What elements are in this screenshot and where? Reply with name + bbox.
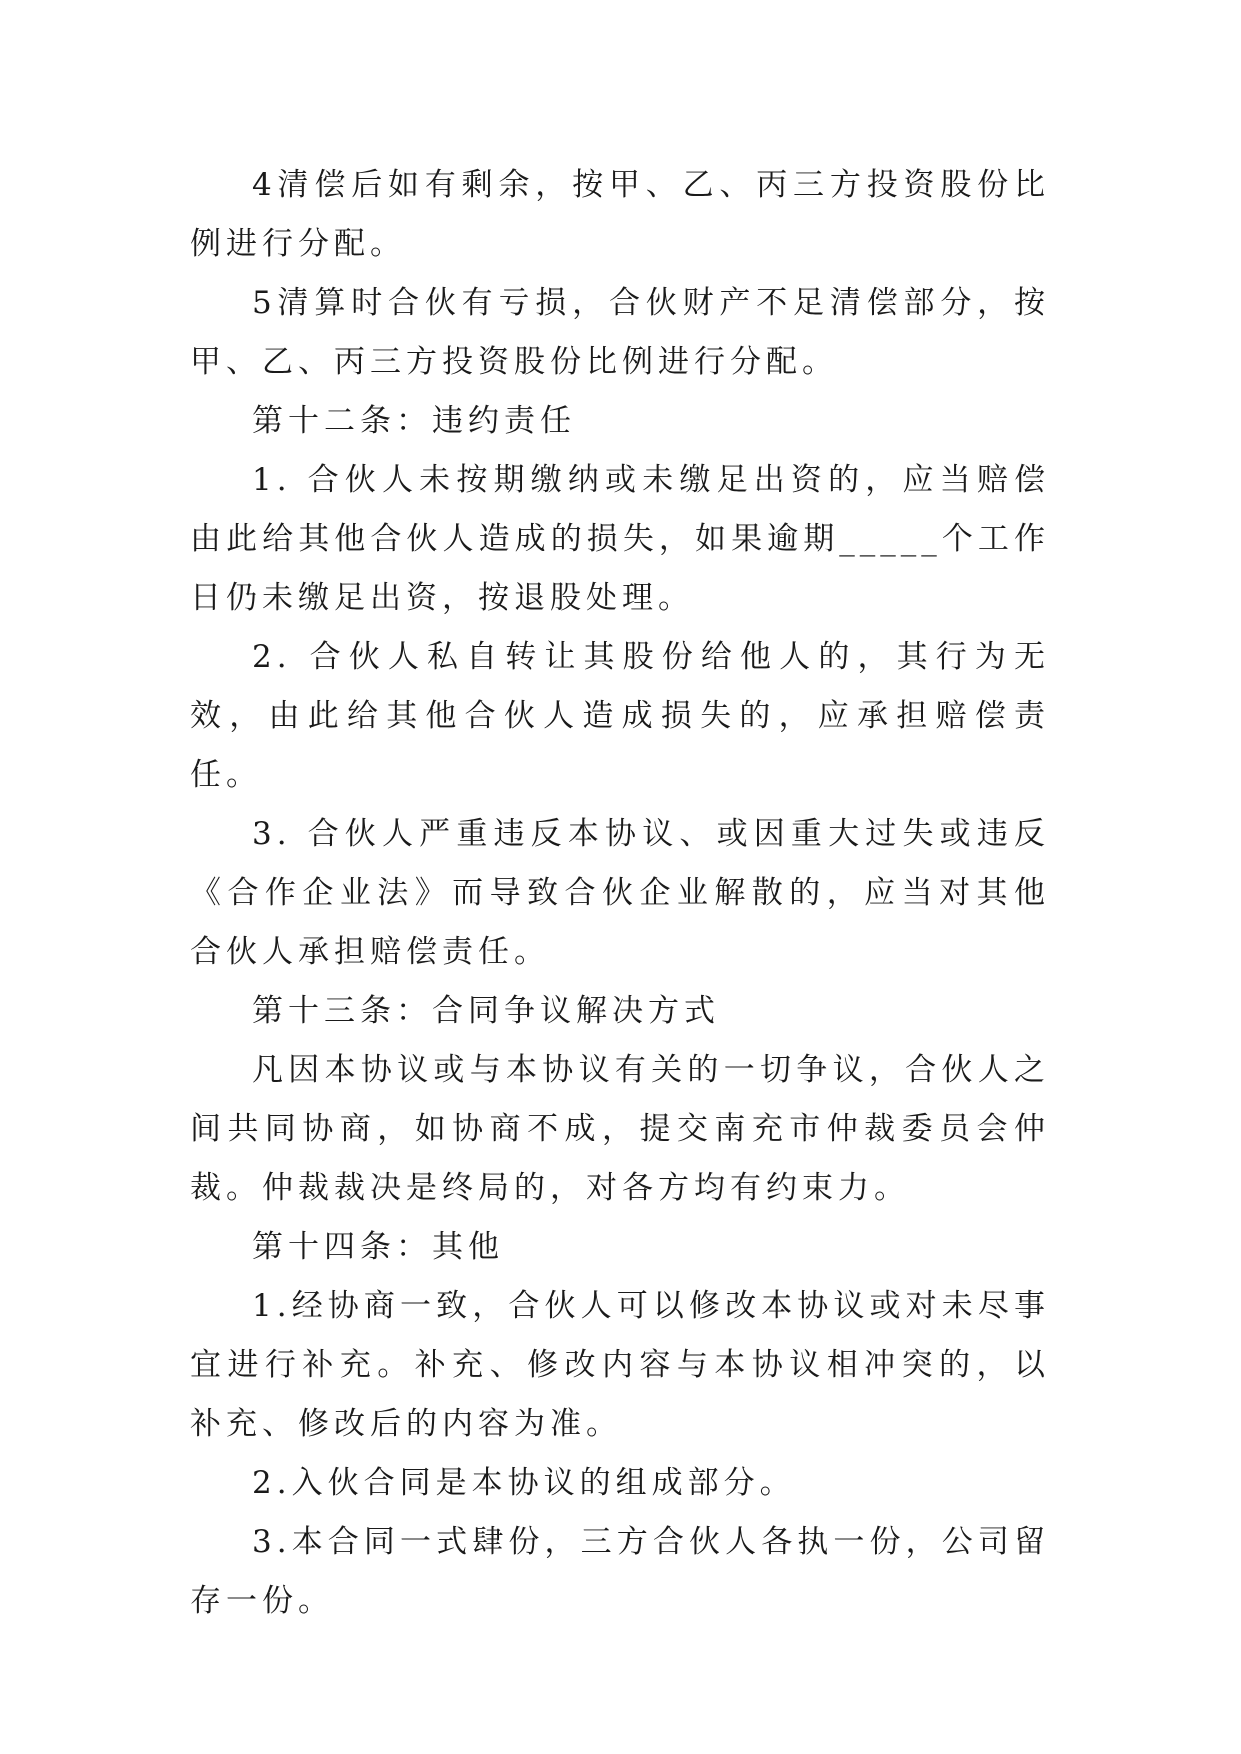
clause-paragraph: 2.入伙合同是本协议的组成部分。 bbox=[252, 1465, 796, 1501]
clause-paragraph: 凡因本协议或与本协议有关的一切争议，合伙人之间共同协商，如协商不成，提交南充市仲裁委员会仲裁。仲裁裁决是终局的，对各方均有约束力。 bbox=[190, 1052, 1050, 1206]
section-heading-article-13: 第十三条：合同争议解决方式 bbox=[252, 993, 720, 1029]
clause-paragraph: 2. 合伙人私自转让其股份给他人的，其行为无效，由此给其他合伙人造成损失的，应承担赔偿责任。 bbox=[190, 639, 1050, 793]
clause-paragraph: 1. 合伙人未按期缴纳或未缴足出资的，应当赔偿由此给其他合伙人造成的损失，如果逾期_____个工作日仍未缴足出资，按退股处理。 bbox=[190, 462, 1050, 616]
clause-paragraph: 1.经协商一致，合伙人可以修改本协议或对未尽事宜进行补充。补充、修改内容与本协议相冲突的，以补充、修改后的内容为准。 bbox=[190, 1288, 1050, 1442]
section-heading-article-14: 第十四条：其他 bbox=[252, 1229, 504, 1265]
clause-paragraph: 5清算时合伙有亏损，合伙财产不足清偿部分，按甲、乙、丙三方投资股份比例进行分配。 bbox=[190, 285, 1050, 380]
clause-paragraph: 3. 合伙人严重违反本协议、或因重大过失或违反《合作企业法》而导致合伙企业解散的，应当对其他合伙人承担赔偿责任。 bbox=[190, 816, 1050, 970]
document-body bbox=[190, 156, 1050, 1631]
clause-paragraph: 3.本合同一式肆份，三方合伙人各执一份，公司留存一份。 bbox=[190, 1524, 1050, 1619]
clause-paragraph: 4清偿后如有剩余，按甲、乙、丙三方投资股份比例进行分配。 bbox=[190, 167, 1050, 262]
section-heading-article-12: 第十二条：违约责任 bbox=[252, 403, 576, 439]
